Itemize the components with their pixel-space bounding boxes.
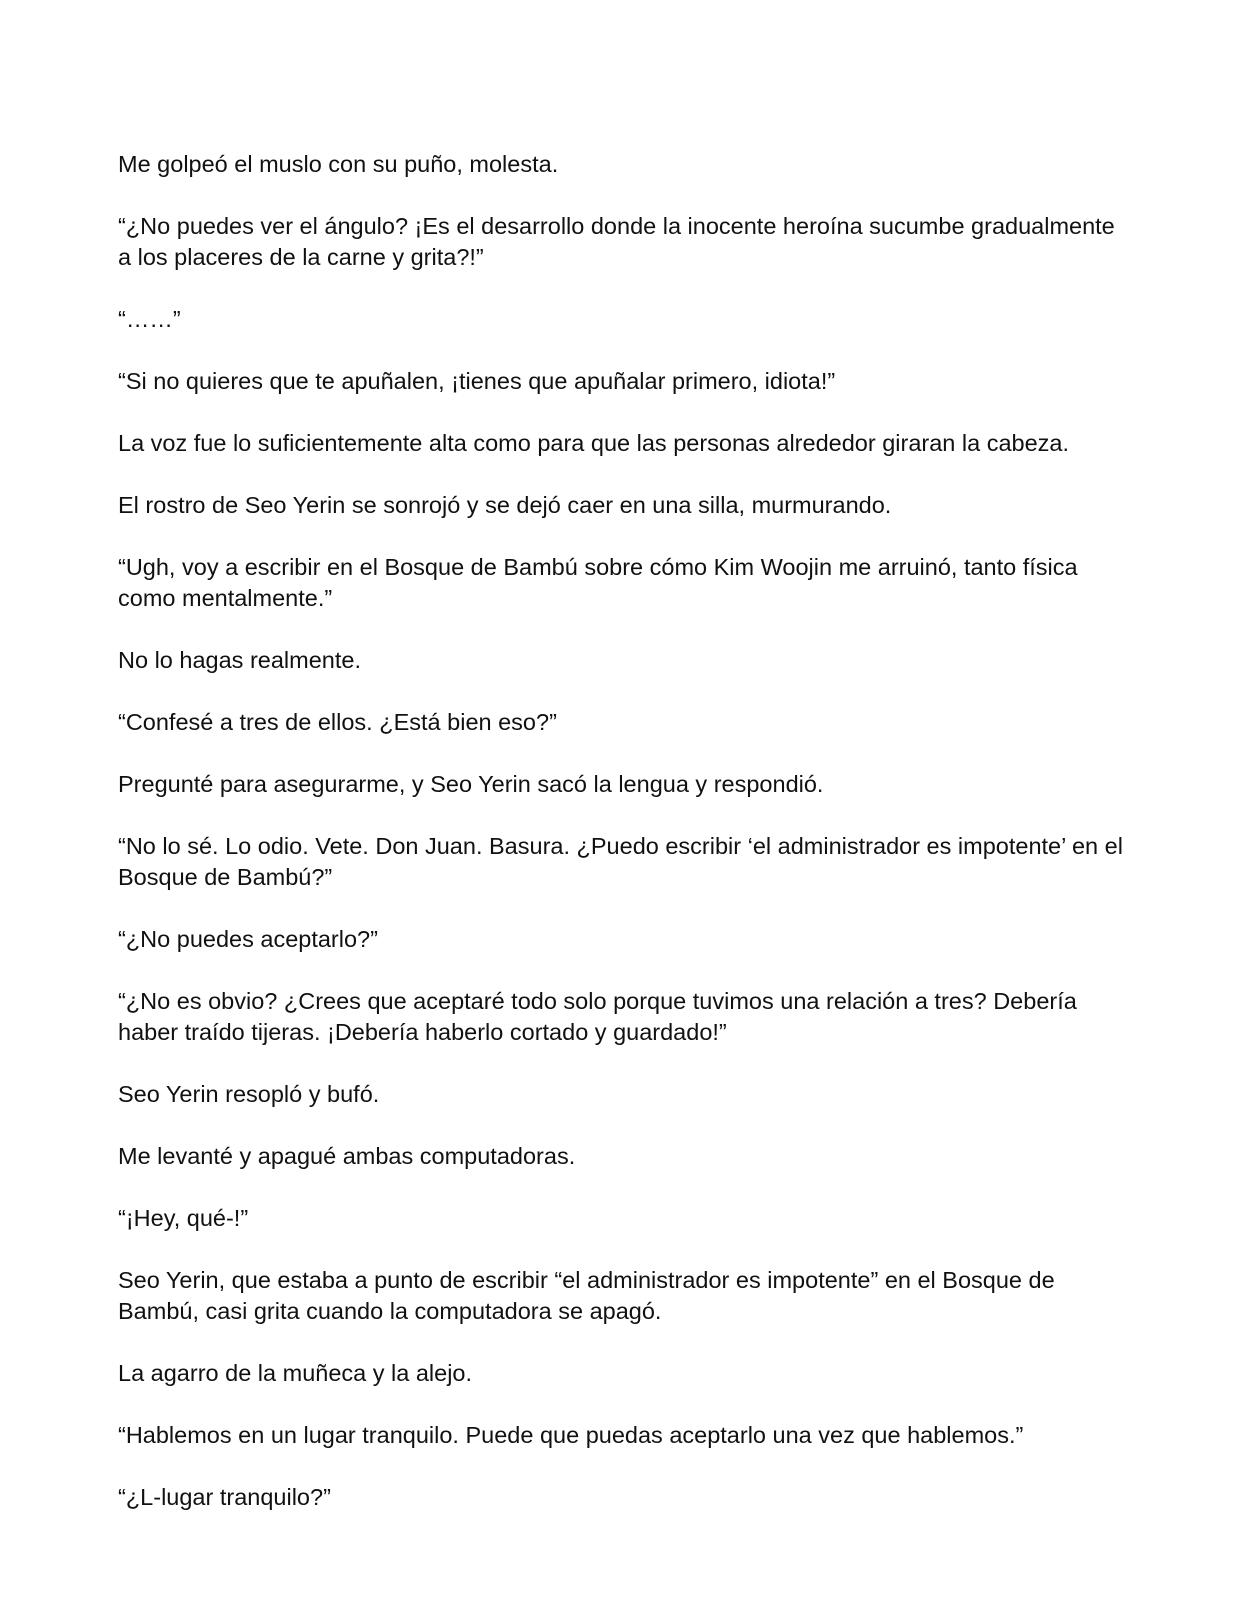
- paragraph: La agarro de la muñeca y la alejo.: [118, 1360, 473, 1386]
- paragraph: Seo Yerin, que estaba a punto de escribir “el administrador es impotente” en el Bosque de Bambú, casi grita cuando la computadora se apagó.: [118, 1267, 1055, 1324]
- paragraph: No lo hagas realmente.: [118, 647, 361, 673]
- paragraph: La voz fue lo suficientemente alta como para que las personas alrededor giraran la cabeza.: [118, 430, 1070, 456]
- paragraph: “Si no quieres que te apuñalen, ¡tienes que apuñalar primero, idiota!”: [118, 368, 836, 394]
- paragraph: “¿No puedes ver el ángulo? ¡Es el desarrollo donde la inocente heroína sucumbe gradualmente a los placeres de la carne y grita?!”: [118, 213, 1115, 270]
- document-body: [118, 149, 1128, 1544]
- paragraph: “¿L-lugar tranquilo?”: [118, 1484, 331, 1510]
- paragraph: “No lo sé. Lo odio. Vete. Don Juan. Basura. ¿Puedo escribir ‘el administrador es impotente’ en el Bosque de Bambú?”: [118, 833, 1123, 890]
- paragraph: Me golpeó el muslo con su puño, molesta.: [118, 151, 559, 177]
- paragraph: Seo Yerin resopló y bufó.: [118, 1081, 380, 1107]
- paragraph: “Confesé a tres de ellos. ¿Está bien eso?”: [118, 709, 557, 735]
- paragraph: Pregunté para asegurarme, y Seo Yerin sacó la lengua y respondió.: [118, 771, 824, 797]
- paragraph: “Ugh, voy a escribir en el Bosque de Bambú sobre cómo Kim Woojin me arruinó, tanto física como mentalmente.”: [118, 554, 1078, 611]
- paragraph: “……”: [118, 306, 181, 332]
- paragraph: “¿No puedes aceptarlo?”: [118, 926, 378, 952]
- paragraph: “¿No es obvio? ¿Crees que aceptaré todo solo porque tuvimos una relación a tres? Debería haber traído tijeras. ¡Debería haberlo cortado y guardado!”: [118, 988, 1077, 1045]
- paragraph: El rostro de Seo Yerin se sonrojó y se dejó caer en una silla, murmurando.: [118, 492, 892, 518]
- paragraph: Me levanté y apagué ambas computadoras.: [118, 1143, 576, 1169]
- paragraph: “¡Hey, qué-!”: [118, 1205, 249, 1231]
- paragraph: “Hablemos en un lugar tranquilo. Puede que puedas aceptarlo una vez que hablemos.”: [118, 1422, 1024, 1448]
